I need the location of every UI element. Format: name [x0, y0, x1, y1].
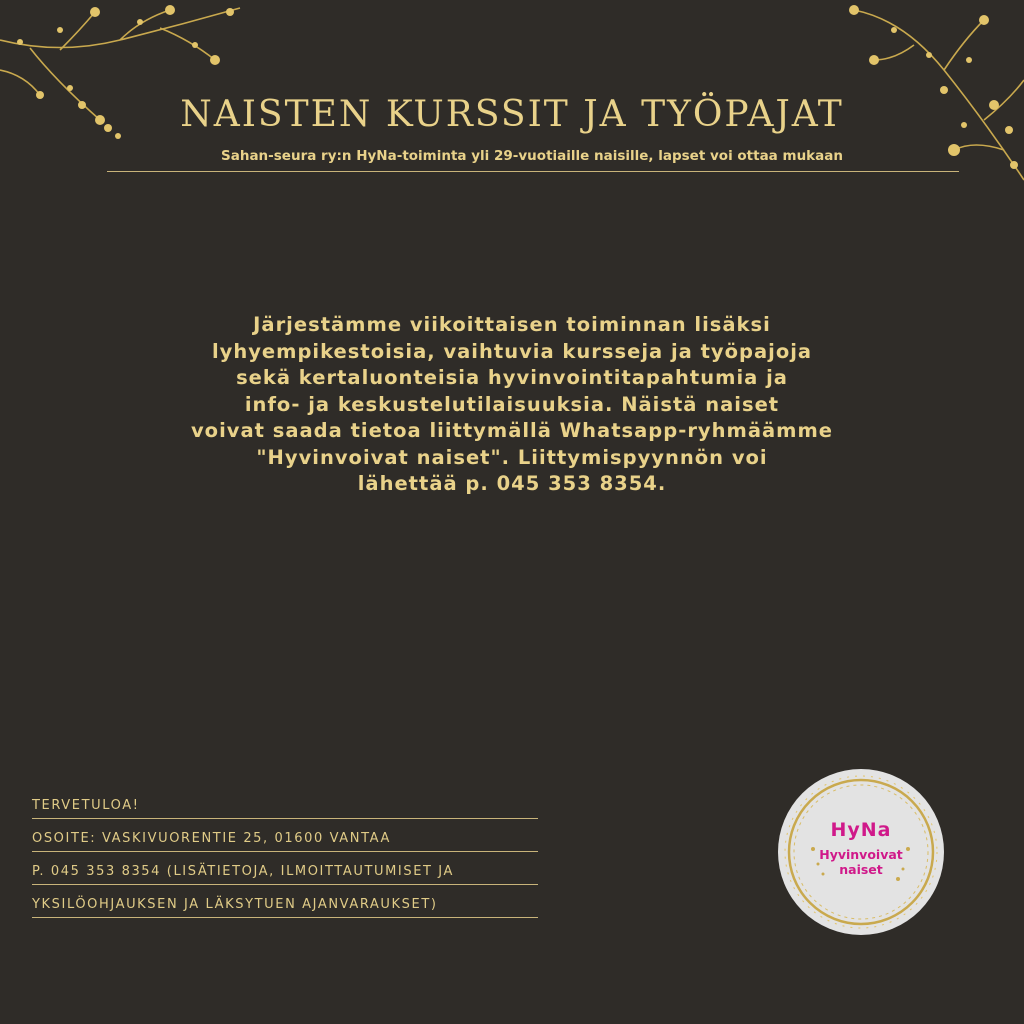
address-text: OSOITE: VASKIVUORENTIE 25, 01600 VANTAA — [32, 831, 391, 846]
badge-title: HyNa — [830, 819, 892, 841]
paragraph-line: lyhyempikestoisia, vaihtuvia kursseja ja työpajoja — [211, 339, 813, 363]
divider — [32, 818, 538, 819]
divider — [32, 851, 538, 852]
welcome-text: TERVETULOA! — [32, 798, 140, 813]
phone-text-continued: YKSILÖOHJAUKSEN JA LÄKSYTUEN AJANVARAUKSET) — [32, 897, 438, 912]
hyna-logo-badge — [778, 769, 944, 935]
divider — [32, 917, 538, 918]
paragraph-line: Järjestämme viikoittaisen toiminnan lisäksi — [253, 313, 771, 336]
header-divider — [107, 171, 959, 172]
page-subtitle: Sahan-seura ry:n HyNa-toiminta yli 29-vuotiaille naisille, lapset voi ottaa mukaan — [221, 148, 843, 164]
divider — [32, 884, 538, 885]
paragraph-line: info- ja keskustelutilaisuuksia. Näistä naiset — [244, 392, 780, 416]
paragraph-line: lähettää p. 045 353 8354. — [357, 472, 667, 495]
phone-text: P. 045 353 8354 (LISÄTIETOJA, ILMOITTAUTUMISET JA — [32, 864, 454, 879]
page-title: NAISTEN KURSSIT JA TYÖPAJAT — [180, 94, 844, 135]
contact-info — [32, 794, 538, 926]
badge-subtitle — [778, 847, 944, 877]
paragraph-line: sekä kertaluonteisia hyvinvointitapahtumia ja — [236, 366, 788, 389]
badge-line: naiset — [839, 862, 883, 877]
badge-line: Hyvinvoivat — [819, 847, 903, 862]
paragraph-line: "Hyvinvoivat naiset". Liittymispyynnön voi — [256, 445, 768, 469]
paragraph-line: voivat saada tietoa liittymällä Whatsapp-ryhmäämme — [190, 419, 834, 442]
main-paragraph — [120, 312, 904, 498]
